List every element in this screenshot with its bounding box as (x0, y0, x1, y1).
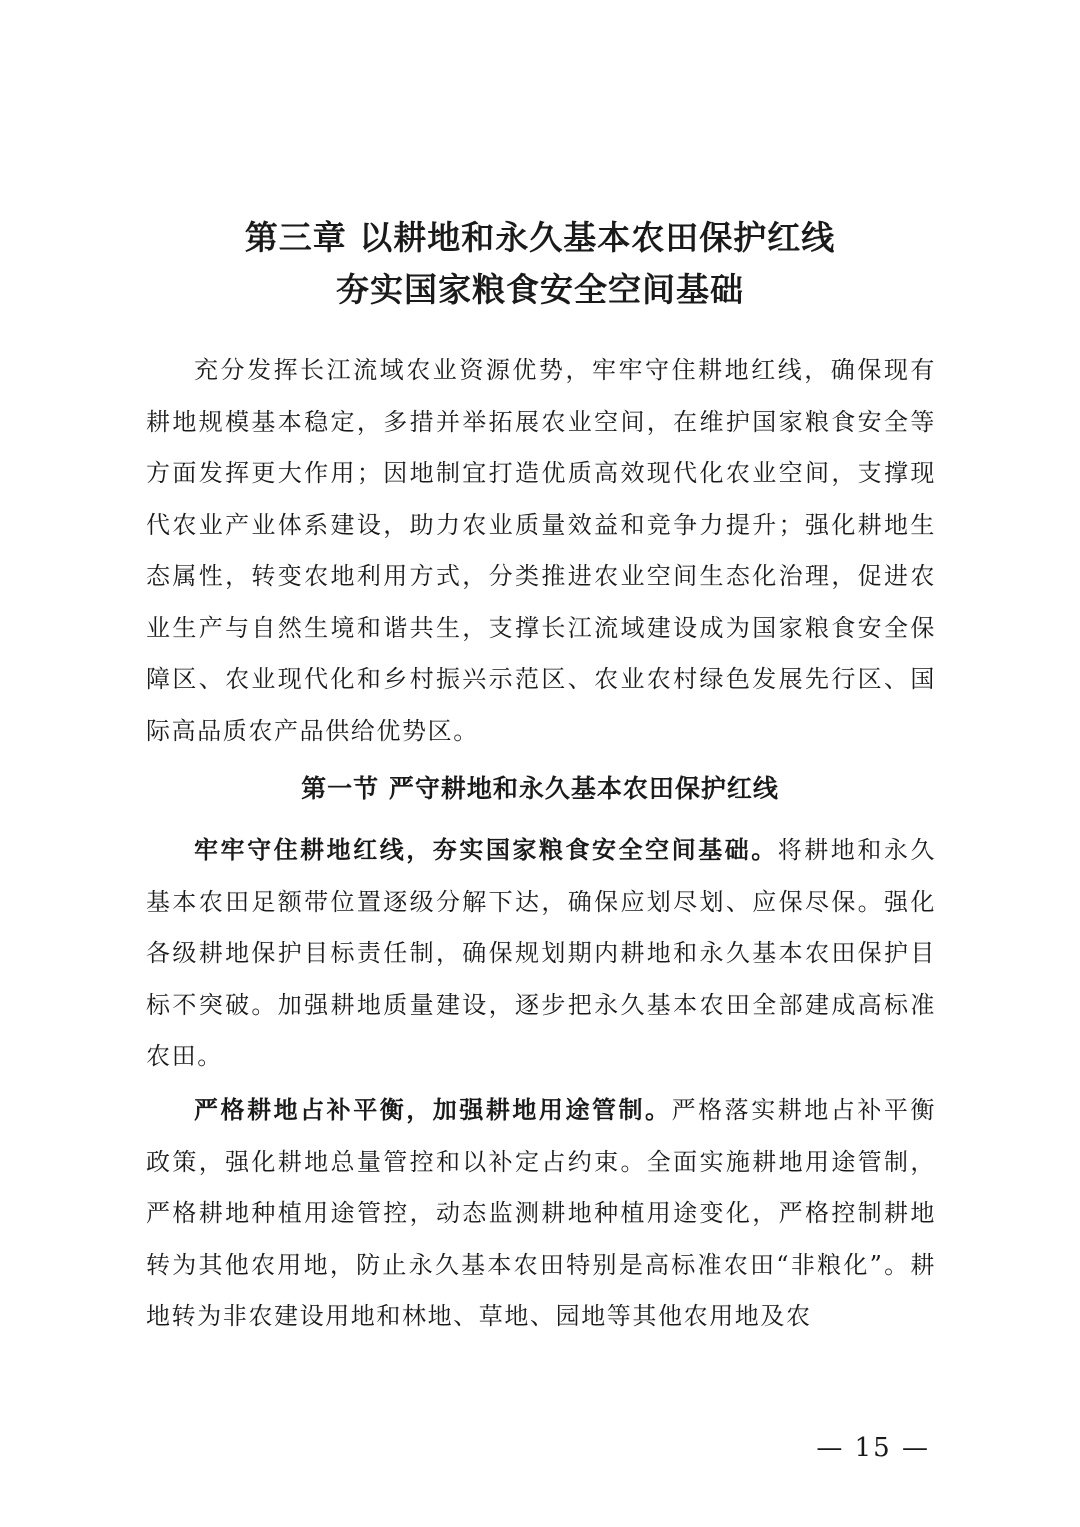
section-paragraph-1-text (146, 825, 936, 1083)
intro-paragraph: 充分发挥长江流域农业资源优势，牢牢守住耕地红线，确保现有耕地规模基本稳定，多措并举拓展农业空间，在维护国家粮食安全等方面发挥更大作用；因地制宜打造优质高效现代化农业空间，支撑现代农业产业体系建设，助力农业质量效益和竞争力提升；强化耕地生态属性，转变农地利用方式，分类推进农业空间生态化治理，促进农业生产与自然生境和谐共生，支撑长江流域建设成为国家粮食安全保障区、农业现代化和乡村振兴示范区、农业农村绿色发展先行区、国际高品质农产品供给优势区。 (146, 356, 936, 745)
paragraph-body-text: 将耕地和永久基本农田足额带位置逐级分解下达，确保应划尽划、应保尽保。强化各级耕地保护目标责任制，确保规划期内耕地和永久基本农田保护目标不突破。加强耕地质量建设，逐步把永久基本农田全部建成高标准农田。 (146, 836, 936, 1070)
section-title: 第一节 严守耕地和永久基本农田保护红线 (301, 774, 779, 803)
chapter-title-line-1: 第三章 以耕地和永久基本农田保护红线 (244, 218, 836, 257)
section-paragraph-1 (146, 825, 936, 1083)
section-paragraph-2 (146, 1085, 936, 1343)
paragraph-lead-sentence: 牢牢守住耕地红线，夯实国家粮食安全空间基础。 (194, 836, 778, 864)
section-paragraph-2-text (146, 1085, 936, 1343)
page-number: — 15 — (816, 1433, 930, 1463)
paragraph-lead-sentence: 严格耕地占补平衡，加强耕地用途管制。 (194, 1096, 672, 1124)
paragraph-body-text: 严格落实耕地占补平衡政策，强化耕地总量管控和以补定占约束。全面实施耕地用途管制，严格耕地种植用途管控，动态监测耕地种植用途变化，严格控制耕地转为其他农用地，防止永久基本农田特别是高标准农田“非粮化”。耕地转为非农建设用地和林地、草地、园地等其他农用地及农 (146, 1096, 936, 1330)
chapter-title-line-2: 夯实国家粮食安全空间基础 (336, 270, 744, 309)
intro-paragraph-block (146, 345, 936, 757)
